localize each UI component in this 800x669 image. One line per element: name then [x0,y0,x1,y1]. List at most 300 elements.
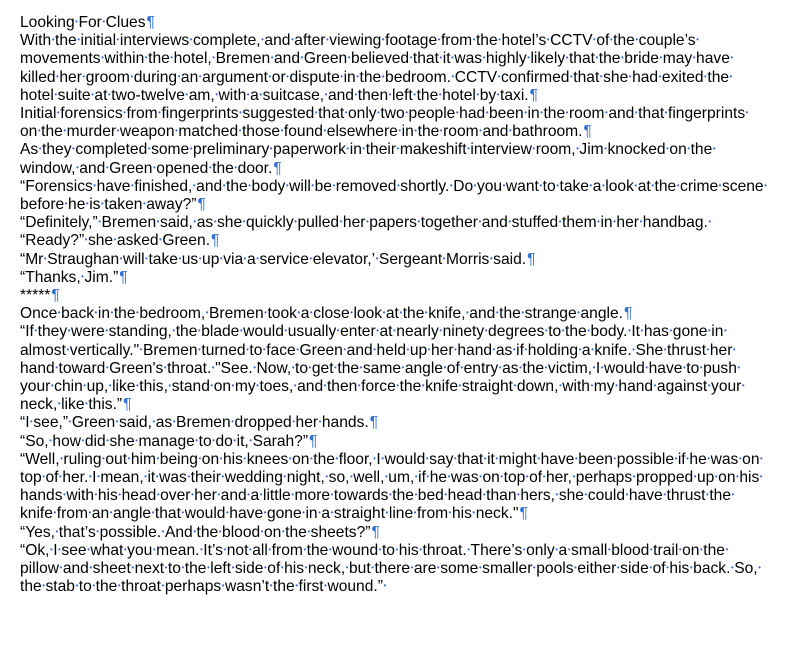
space-mark: • [593,35,596,45]
space-mark: • [144,53,148,63]
space-mark: • [161,526,165,536]
space-mark: • [413,508,417,518]
space-mark: • [443,362,447,372]
space-mark: • [437,35,441,45]
space-mark: • [285,180,289,190]
space-mark: • [725,544,729,554]
space-mark: • [75,581,79,591]
space-mark: • [198,253,202,263]
space-mark: • [712,144,716,154]
space-mark: • [37,126,41,136]
space-mark: • [476,89,480,99]
body-paragraph[interactable]: “Mr•Straughan•will•take•us•up•via•a•service•elevator,’•Sergeant•Morris•said.¶ [20,250,536,268]
space-mark: • [291,362,295,372]
space-mark: • [231,563,235,573]
space-mark: • [678,544,682,554]
space-mark: • [325,472,329,482]
space-mark: • [248,180,251,190]
space-mark: • [616,563,620,573]
space-mark: • [199,544,203,554]
space-mark: • [233,435,237,445]
space-mark: • [334,362,337,372]
space-mark: • [401,362,405,372]
space-mark: • [497,71,501,81]
space-mark: • [97,472,100,482]
space-mark: • [381,453,385,463]
space-mark: • [737,362,741,372]
space-mark: • [649,563,653,573]
space-mark: • [116,126,120,136]
space-mark: • [85,199,89,209]
space-mark: • [213,217,217,227]
space-mark: • [604,144,607,154]
space-mark: • [107,89,111,99]
space-mark: • [496,89,500,99]
space-mark: • [439,126,443,136]
space-mark: • [309,308,313,318]
space-mark: • [270,53,274,63]
space-mark: • [522,544,526,554]
body-paragraph[interactable]: “Well,•ruling•out•him•being•on•his•knees•on•the•floor,•I•would•say•that•it•might•have•been•possible•if•he•was•on•top•of•her.•I•mean,•it•was•their•wedding•night,•so,•well,•um,•if•he•was•on•top•of•her,•perhaps•propped•up•on•his•hands•with•his•head•over•her•and•a•little•more•towards•the•bed•head•than•hers,•she•could•have•thrust•the•knife•from•an•angle•that•would•have•gone•in•a•straight•line•from•his•neck."¶ [20,450,763,523]
space-mark: • [55,362,59,372]
space-mark: • [442,253,446,263]
space-mark: • [116,35,120,45]
space-mark: • [292,417,296,427]
space-mark: • [91,89,94,99]
space-mark: • [135,381,139,391]
space-mark: • [291,490,295,500]
space-mark: • [482,53,486,63]
space-mark: • [212,53,216,63]
space-mark: • [318,417,322,427]
space-mark: • [284,326,288,336]
space-mark: • [314,108,318,118]
space-mark: • [385,508,389,518]
space-mark: • [246,89,250,99]
space-mark: • [218,526,222,536]
space-mark: • [388,490,392,500]
space-mark: • [151,508,155,518]
space-mark: • [247,490,250,500]
space-mark: • [53,508,57,518]
space-mark: • [96,526,100,536]
space-mark: • [377,108,380,118]
space-mark: • [371,563,374,573]
space-mark: • [483,453,487,463]
space-mark: • [110,308,114,318]
space-mark: • [414,472,418,482]
space-mark: • [645,362,649,372]
space-mark: • [569,71,573,81]
space-mark: • [297,308,301,318]
space-mark: • [142,199,146,209]
space-mark: • [388,89,392,99]
space-mark: • [634,108,638,118]
body-paragraph[interactable]: Initial•forensics•from•fingerprints•suggested•that•only•two•people•had•been•in•the•room•and•that•fingerprints•on•the•murder•weapon•matched•those•found•elsewhere•in•the•room•and•bathroom.¶ [20,105,749,141]
space-mark: • [300,53,304,63]
space-mark: • [175,126,178,136]
space-mark: • [219,253,223,263]
space-mark: • [58,544,61,554]
space-mark: • [66,344,70,354]
pilcrow-icon: ¶ [211,232,220,250]
space-mark: • [88,508,92,518]
space-mark: • [373,453,376,463]
space-mark: • [127,453,131,463]
space-mark: • [396,381,400,391]
space-mark: • [663,490,667,500]
space-mark: • [261,35,264,45]
space-mark: • [295,581,299,591]
space-mark: • [223,544,227,554]
space-mark: • [451,53,454,63]
space-mark: • [38,144,42,154]
body-paragraph[interactable]: “Forensics•have•finished,•and•the•body•will•be•removed•shortly.•Do•you•want•to•take•a•look•at•the•crime•scene•before•he•is•taken•away?”¶ [20,177,767,214]
space-mark: • [219,453,223,463]
space-mark: • [192,180,196,190]
space-mark: • [373,344,377,354]
space-mark: • [736,472,739,482]
space-mark: • [100,199,104,209]
space-mark: • [508,217,512,227]
space-mark: • [447,472,451,482]
space-mark: • [512,344,516,354]
space-mark: • [309,453,313,463]
space-mark: • [666,563,669,573]
space-mark: • [340,71,344,81]
space-mark: • [615,381,618,391]
space-mark: • [63,490,66,500]
pilcrow-icon: ¶ [273,159,282,177]
body-paragraph[interactable]: *****¶ [20,287,60,305]
space-mark: • [336,326,340,336]
space-mark: • [414,490,418,500]
space-mark: • [565,108,569,118]
space-mark: • [382,308,386,318]
space-mark: • [163,362,167,372]
space-mark: • [94,308,98,318]
space-mark: • [539,180,543,190]
space-mark: • [221,581,225,591]
space-mark: • [210,381,214,391]
space-mark: • [55,526,59,536]
space-mark: • [482,490,486,500]
space-mark: • [704,71,707,81]
space-mark: • [296,344,300,354]
space-mark: • [706,490,709,500]
space-mark: • [590,381,594,391]
space-mark: • [109,508,113,518]
space-mark: • [280,563,284,573]
space-mark: • [262,344,266,354]
space-mark: • [328,544,332,554]
space-mark: • [136,308,139,318]
space-mark: • [260,526,264,536]
space-mark: • [283,472,287,482]
space-mark: • [82,71,86,81]
space-mark: • [574,453,578,463]
space-mark: • [699,544,703,554]
space-mark: • [592,362,596,372]
space-mark: • [601,180,605,190]
space-mark: • [339,217,343,227]
space-mark: • [502,180,506,190]
space-mark: • [519,362,522,372]
space-mark: • [156,453,160,463]
space-mark: • [689,563,693,573]
space-mark: • [290,35,294,45]
space-mark: • [56,108,60,118]
document-body[interactable] [20,14,768,597]
space-mark: • [666,144,669,154]
space-mark: • [50,381,54,391]
space-mark: • [458,381,462,391]
space-mark: • [649,544,653,554]
space-mark: • [381,71,385,81]
space-mark: • [460,362,464,372]
space-mark: • [438,89,442,99]
space-mark: • [177,71,181,81]
space-mark: • [178,253,182,263]
space-mark: • [453,453,457,463]
space-mark: • [324,89,328,99]
space-mark: • [686,453,689,463]
space-mark: • [68,417,72,427]
space-mark: • [605,108,608,118]
space-mark: • [354,89,358,99]
space-mark: • [217,490,221,500]
space-mark: • [359,362,363,372]
space-mark: • [268,544,272,554]
space-mark: • [723,326,727,336]
body-paragraph[interactable]: “If•they•were•standing,•the•blade•would•usually•enter•at•nearly•ninety•degrees•to•the•body.•It•has•gone•in•almost•vertically."•Bremen•turned•to•face•Green•and•held•up•her•hand•as•if•holding•a•knife.•She•thrust•her•hand•toward•Green's•throat.•"See.•Now,•to•get•the•same•angle•of•entry•as•the•victim,•I•would•have•to•push•your•chin•up,•like•this,•stand•on•my•toes,•and•then•force•the•knife•straight•down,•with•my•hand•against•your•neck,•like•this.”¶ [20,323,745,414]
space-mark: • [451,71,455,81]
space-mark: • [281,526,285,536]
space-mark: • [187,472,191,482]
space-mark: • [561,326,565,336]
space-mark: • [574,563,577,573]
space-mark: • [479,126,482,136]
space-mark: • [406,344,410,354]
space-mark: • [77,35,80,45]
space-mark: • [632,472,636,482]
space-mark: • [345,563,349,573]
space-mark: • [758,563,761,573]
space-mark: • [156,217,160,227]
space-mark: • [376,326,379,336]
space-mark: • [42,472,45,482]
space-mark: • [395,544,399,554]
space-mark: • [243,453,247,463]
space-mark: • [59,472,62,482]
body-paragraph[interactable]: “I•see,”•Green•said,•as•Bremen•dropped•her•hands.¶ [20,414,379,432]
space-mark: • [414,126,418,136]
space-mark: • [307,526,311,536]
space-mark: • [93,180,97,190]
space-mark: • [467,144,470,154]
space-mark: • [81,271,84,281]
space-mark: • [498,362,502,372]
space-mark: • [729,71,733,81]
space-mark: • [696,35,699,45]
space-mark: • [365,217,369,227]
space-mark: • [350,308,353,318]
space-mark: • [472,35,476,45]
space-mark: • [123,544,127,554]
space-mark: • [546,35,550,45]
space-mark: • [347,53,351,63]
space-mark: • [708,217,712,227]
space-mark: • [239,326,243,336]
space-mark: • [294,217,297,227]
space-mark: • [392,326,396,336]
body-paragraph[interactable]: As•they•completed•some•preliminary•paperwork•in•their•makeshift•interview•room,•Jim•knocked•on•the•window,•and•Green•opened•the•door.¶ [20,141,716,177]
space-mark: • [405,108,409,118]
space-mark: • [75,17,78,26]
space-mark: • [537,453,541,463]
space-mark: • [745,108,749,118]
space-mark: • [51,35,55,45]
space-mark: • [59,563,63,573]
space-mark: • [198,71,202,81]
space-mark: • [89,563,93,573]
space-mark: • [323,381,327,391]
space-mark: • [659,53,663,63]
space-mark: • [584,490,588,500]
space-mark: • [92,581,96,591]
space-mark: • [634,180,638,190]
space-mark: • [639,217,643,227]
space-mark: • [308,362,312,372]
space-mark: • [193,217,197,227]
space-mark: • [195,435,199,445]
space-mark: • [49,435,52,445]
space-mark: • [558,381,562,391]
space-mark: • [302,508,305,518]
space-mark: • [85,399,88,409]
space-mark: • [206,563,210,573]
space-mark: • [540,108,543,118]
space-mark: • [185,89,189,99]
space-mark: • [620,53,624,63]
space-mark: • [426,472,430,482]
space-mark: • [396,180,400,190]
space-mark: • [130,71,134,81]
space-mark: • [495,453,499,463]
space-mark: • [268,71,272,81]
space-mark: • [730,563,734,573]
space-mark: • [714,472,718,482]
space-mark: • [417,217,421,227]
space-mark: • [707,326,711,336]
space-mark: • [105,162,109,172]
space-mark: • [577,308,580,318]
space-mark: • [57,308,61,318]
space-mark: • [595,53,599,63]
space-mark: • [303,544,307,554]
space-mark: • [94,490,98,500]
body-paragraph[interactable]: “Definitely,”•Bremen•said,•as•she•quickly•pulled•her•papers•together•and•stuffed•them•in•her•handbag.•“Ready?”•she•asked•Green.¶ [20,214,712,250]
space-mark: • [439,53,443,63]
space-mark: • [524,108,528,118]
space-mark: • [658,71,662,81]
space-mark: • [211,362,215,372]
space-mark: • [344,108,348,118]
space-mark: • [532,144,536,154]
space-mark: • [330,490,334,500]
body-paragraph[interactable]: With•the•initial•interviews•complete,•and•after•viewing•footage•from•the•hotel’s•CCTV•of•the•couple’s•movements•within•the•hotel,•Bremen•and•Green•believed•that•it•was•highly•likely•that•the•bride•may•have•killed•her•groom•during•an•argument•or•dispute•in•the•bedroom.•CCTV•confirmed•that•she•had•exited•the•hotel•suite•at•two-twelve•am,•with•a•suitcase,•and•then•left•the•hotel•by•taxi.¶ [20,32,734,104]
space-mark: • [378,544,382,554]
body-paragraph[interactable]: “Yes,•that’s•possible.•And•the•blood•on•the•sheets?”¶ [20,523,380,541]
space-mark: • [246,344,249,354]
space-mark: • [238,126,242,136]
space-mark: • [362,144,366,154]
space-mark: • [170,53,174,63]
space-mark: • [609,35,613,45]
space-mark: • [398,126,402,136]
space-mark: • [325,35,329,45]
space-mark: • [693,472,697,482]
space-mark: • [730,53,734,63]
space-mark: • [567,544,571,554]
space-mark: • [346,144,350,154]
space-mark: • [249,435,253,445]
space-mark: • [741,381,745,391]
space-mark: • [286,71,289,81]
space-mark: • [60,453,63,463]
space-mark: • [152,417,156,427]
space-mark: • [212,435,215,445]
space-mark: • [181,508,185,518]
space-mark: • [117,581,121,591]
space-mark: • [449,180,453,190]
space-mark: • [427,344,431,354]
space-mark: • [144,472,147,482]
space-mark: • [293,381,297,391]
space-mark: • [738,453,742,463]
space-mark: • [454,344,457,354]
space-mark: • [280,126,284,136]
space-mark: • [243,253,247,263]
body-paragraph[interactable]: “Ok,•I•see•what•you•mean.•It’s•not•all•from•the•wound•to•his•throat.•There’s•only•a•small•blood•trail•on•the•pillow•and•sheet•next•to•the•left•side•of•his•neck,•but•there•are•some•smaller•pools•either•side•of•his•back.•So,•the•stab•to•the•throat•perhaps•wasn’t•the•first•wound.”• [20,541,761,596]
space-mark: • [168,381,172,391]
pilcrow-icon: ¶ [623,305,633,323]
heading-paragraph[interactable]: Looking•For•Clues¶ [20,14,155,31]
pilcrow-icon: ¶ [529,86,539,104]
space-mark: • [332,180,336,190]
space-mark: • [304,563,308,573]
space-mark: • [131,563,135,573]
space-mark: • [115,417,119,427]
space-mark: • [198,344,201,354]
space-mark: • [500,472,504,482]
space-mark: • [375,253,379,263]
body-paragraph[interactable]: Once•back•in•the•bedroom,•Bremen•took•a•close•look•at•the•knife,•and•the•strange•angle.¶ [20,305,633,323]
space-mark: • [264,308,267,318]
space-mark: • [578,344,582,354]
space-mark: • [478,563,482,573]
body-paragraph[interactable]: “So,•how•did•she•manage•to•do•it,•Sarah?”¶ [20,432,318,450]
body-paragraph[interactable]: “Thanks,•Jim.”¶ [20,268,128,286]
space-mark: • [542,472,546,482]
space-mark: • [330,508,334,518]
space-mark: • [123,108,126,118]
space-mark: • [396,144,400,154]
space-mark: • [248,544,252,554]
pilcrow-icon: ¶ [146,14,155,31]
space-mark: • [156,490,160,500]
space-mark: • [731,490,735,500]
